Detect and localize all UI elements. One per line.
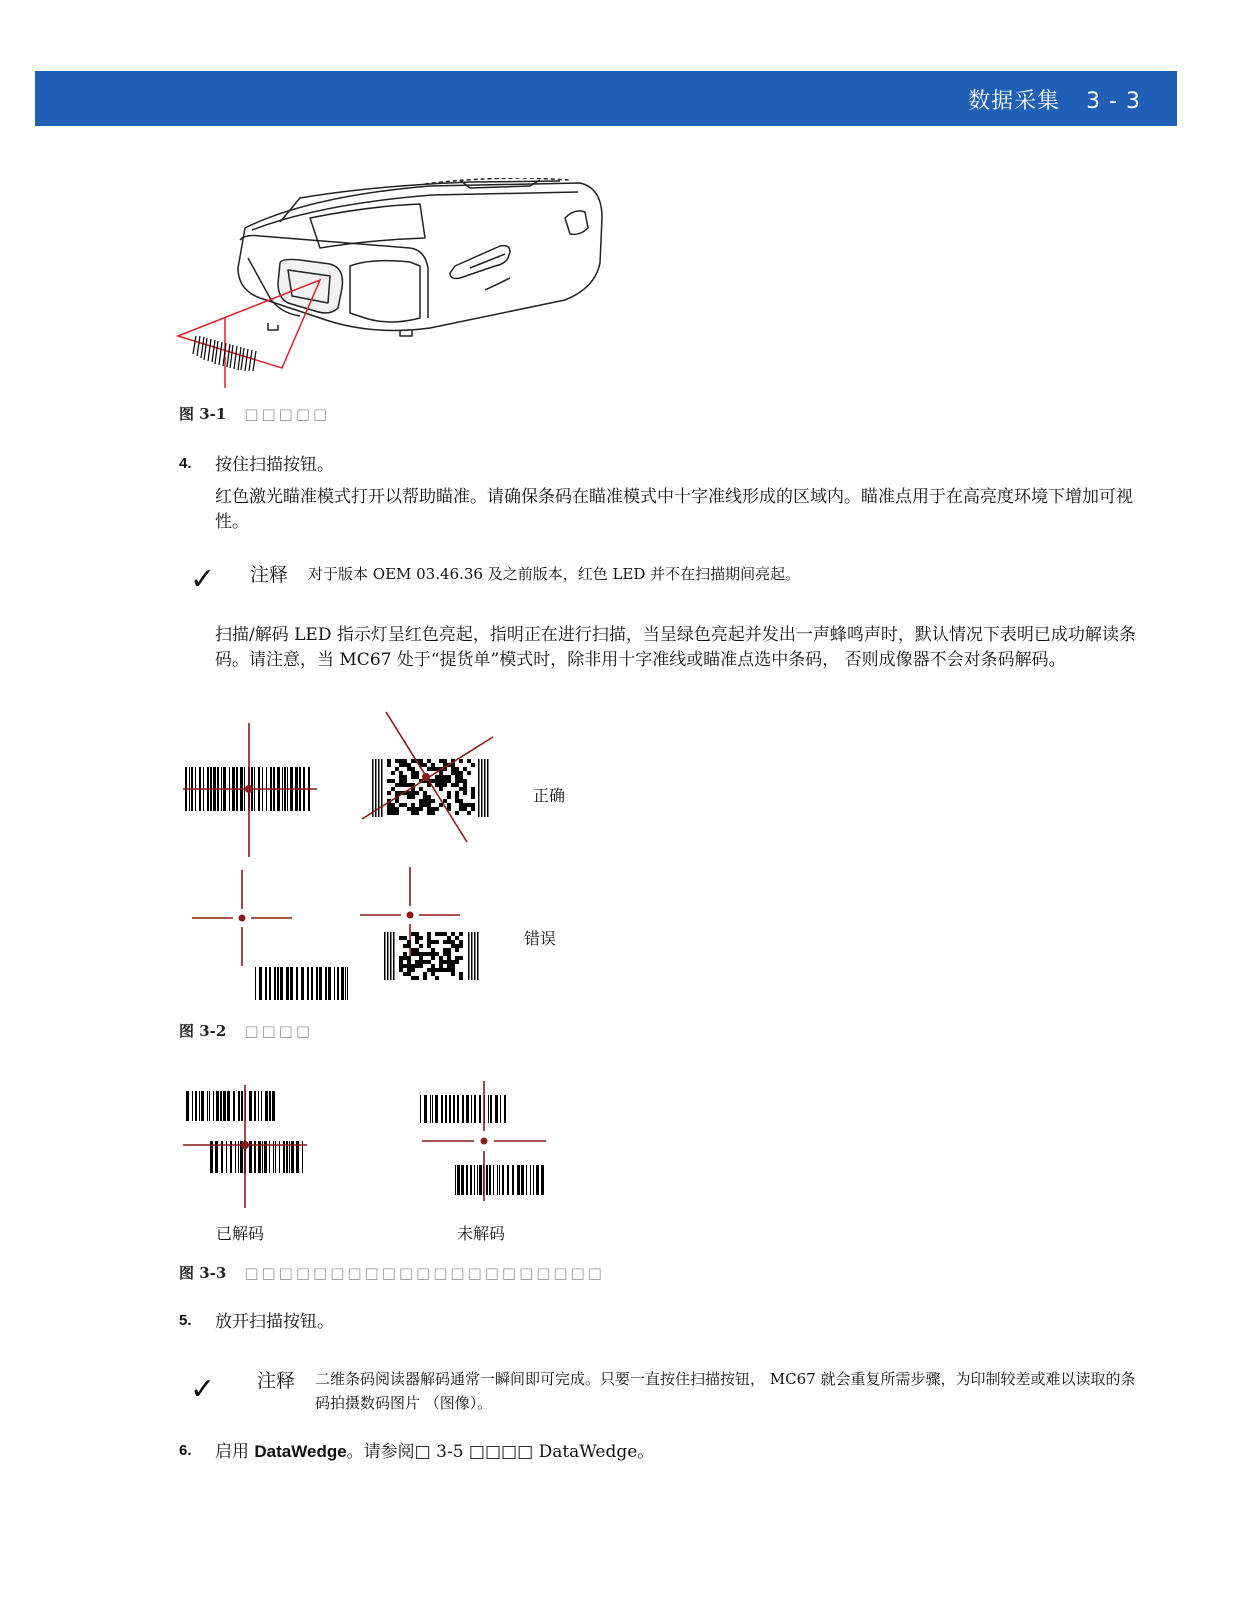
figure-3-caption: 图 3-3 □□□□□□□□□□□□□□□□□□□□□ xyxy=(179,1264,605,1282)
barcode-1d xyxy=(255,967,348,1000)
pick-list-diagram xyxy=(170,1075,560,1215)
datawedge-term: DataWedge xyxy=(254,1442,347,1461)
section-title: 数据采集 xyxy=(968,89,1061,114)
label-wrong: 错误 xyxy=(524,929,557,948)
aim-dot xyxy=(481,1138,488,1145)
note-1-text: 对于版本 OEM 03.46.36 及之前版本，红色 LED 并不在扫描期间亮起。 xyxy=(308,565,801,583)
aim-dot xyxy=(245,785,253,793)
step-5-number: 5. xyxy=(179,1312,192,1329)
aiming-pattern-diagram xyxy=(170,705,510,1005)
step-6-text: 启用 DataWedge。请参阅□ 3-5 □□□□ DataWedge。 xyxy=(215,1442,655,1462)
paragraph-aiming: 红色激光瞄准模式打开以帮助瞄准。请确保条码在瞄准模式中十字准线形成的区域内。瞄准点用于在高亮度环境下增加可视性。 xyxy=(215,487,1133,532)
aim-dot xyxy=(422,773,430,781)
page-number: 3 - 3 xyxy=(1086,89,1141,114)
step-5-text: 放开扫描按钮。 xyxy=(215,1312,334,1332)
note-2-text: 二维条码阅读器解码通常一瞬间即可完成。只要一直按住扫描按钮， MC67 就会重复所需步骤，为印制较差或难以读取的条码拍摄数码图片 （图像）。 xyxy=(315,1370,1136,1412)
note-check-icon: ✓ xyxy=(190,1372,216,1407)
datawedge-link[interactable]: 。请参阅□ 3-5 □□□□ DataWedge。 xyxy=(346,1442,655,1462)
step-6-number: 6. xyxy=(179,1442,192,1459)
barcode-2d xyxy=(372,759,489,817)
aim-dot xyxy=(241,1141,249,1149)
label-decoded: 已解码 xyxy=(216,1224,265,1243)
label-not-decoded: 未解码 xyxy=(457,1224,506,1243)
device-illustration xyxy=(170,178,630,393)
aim-dot xyxy=(407,912,414,919)
barcode-2d xyxy=(384,932,479,980)
label-correct: 正确 xyxy=(533,786,566,805)
figure-1-caption: 图 3-1 □□□□□ xyxy=(179,405,331,423)
figure-2-caption: 图 3-2 □□□□ xyxy=(179,1022,314,1040)
note-check-icon: ✓ xyxy=(190,562,216,597)
barcode-1d xyxy=(420,1095,506,1123)
note-1-label: 注释 xyxy=(250,564,289,586)
step-4-text: 按住扫描按钮。 xyxy=(215,455,334,475)
aim-dot xyxy=(239,915,246,922)
note-2-label: 注释 xyxy=(257,1370,296,1392)
paragraph-led: 扫描/解码 LED 指示灯呈红色亮起，指明正在进行扫描，当呈绿色亮起并发出一声蜂鸣声时，默认情况下表明已成功解读条码。请注意，当 MC67 处于“提货单”模式时，除非用十字准线或瞄准点选中条码， 否则成像器不会对条码解码。 xyxy=(215,625,1136,670)
barcode-1d xyxy=(210,1141,303,1173)
barcode-1d xyxy=(455,1165,544,1195)
running-header xyxy=(968,84,1141,115)
barcode-1d xyxy=(186,1091,275,1121)
step-4-number: 4. xyxy=(179,455,192,472)
